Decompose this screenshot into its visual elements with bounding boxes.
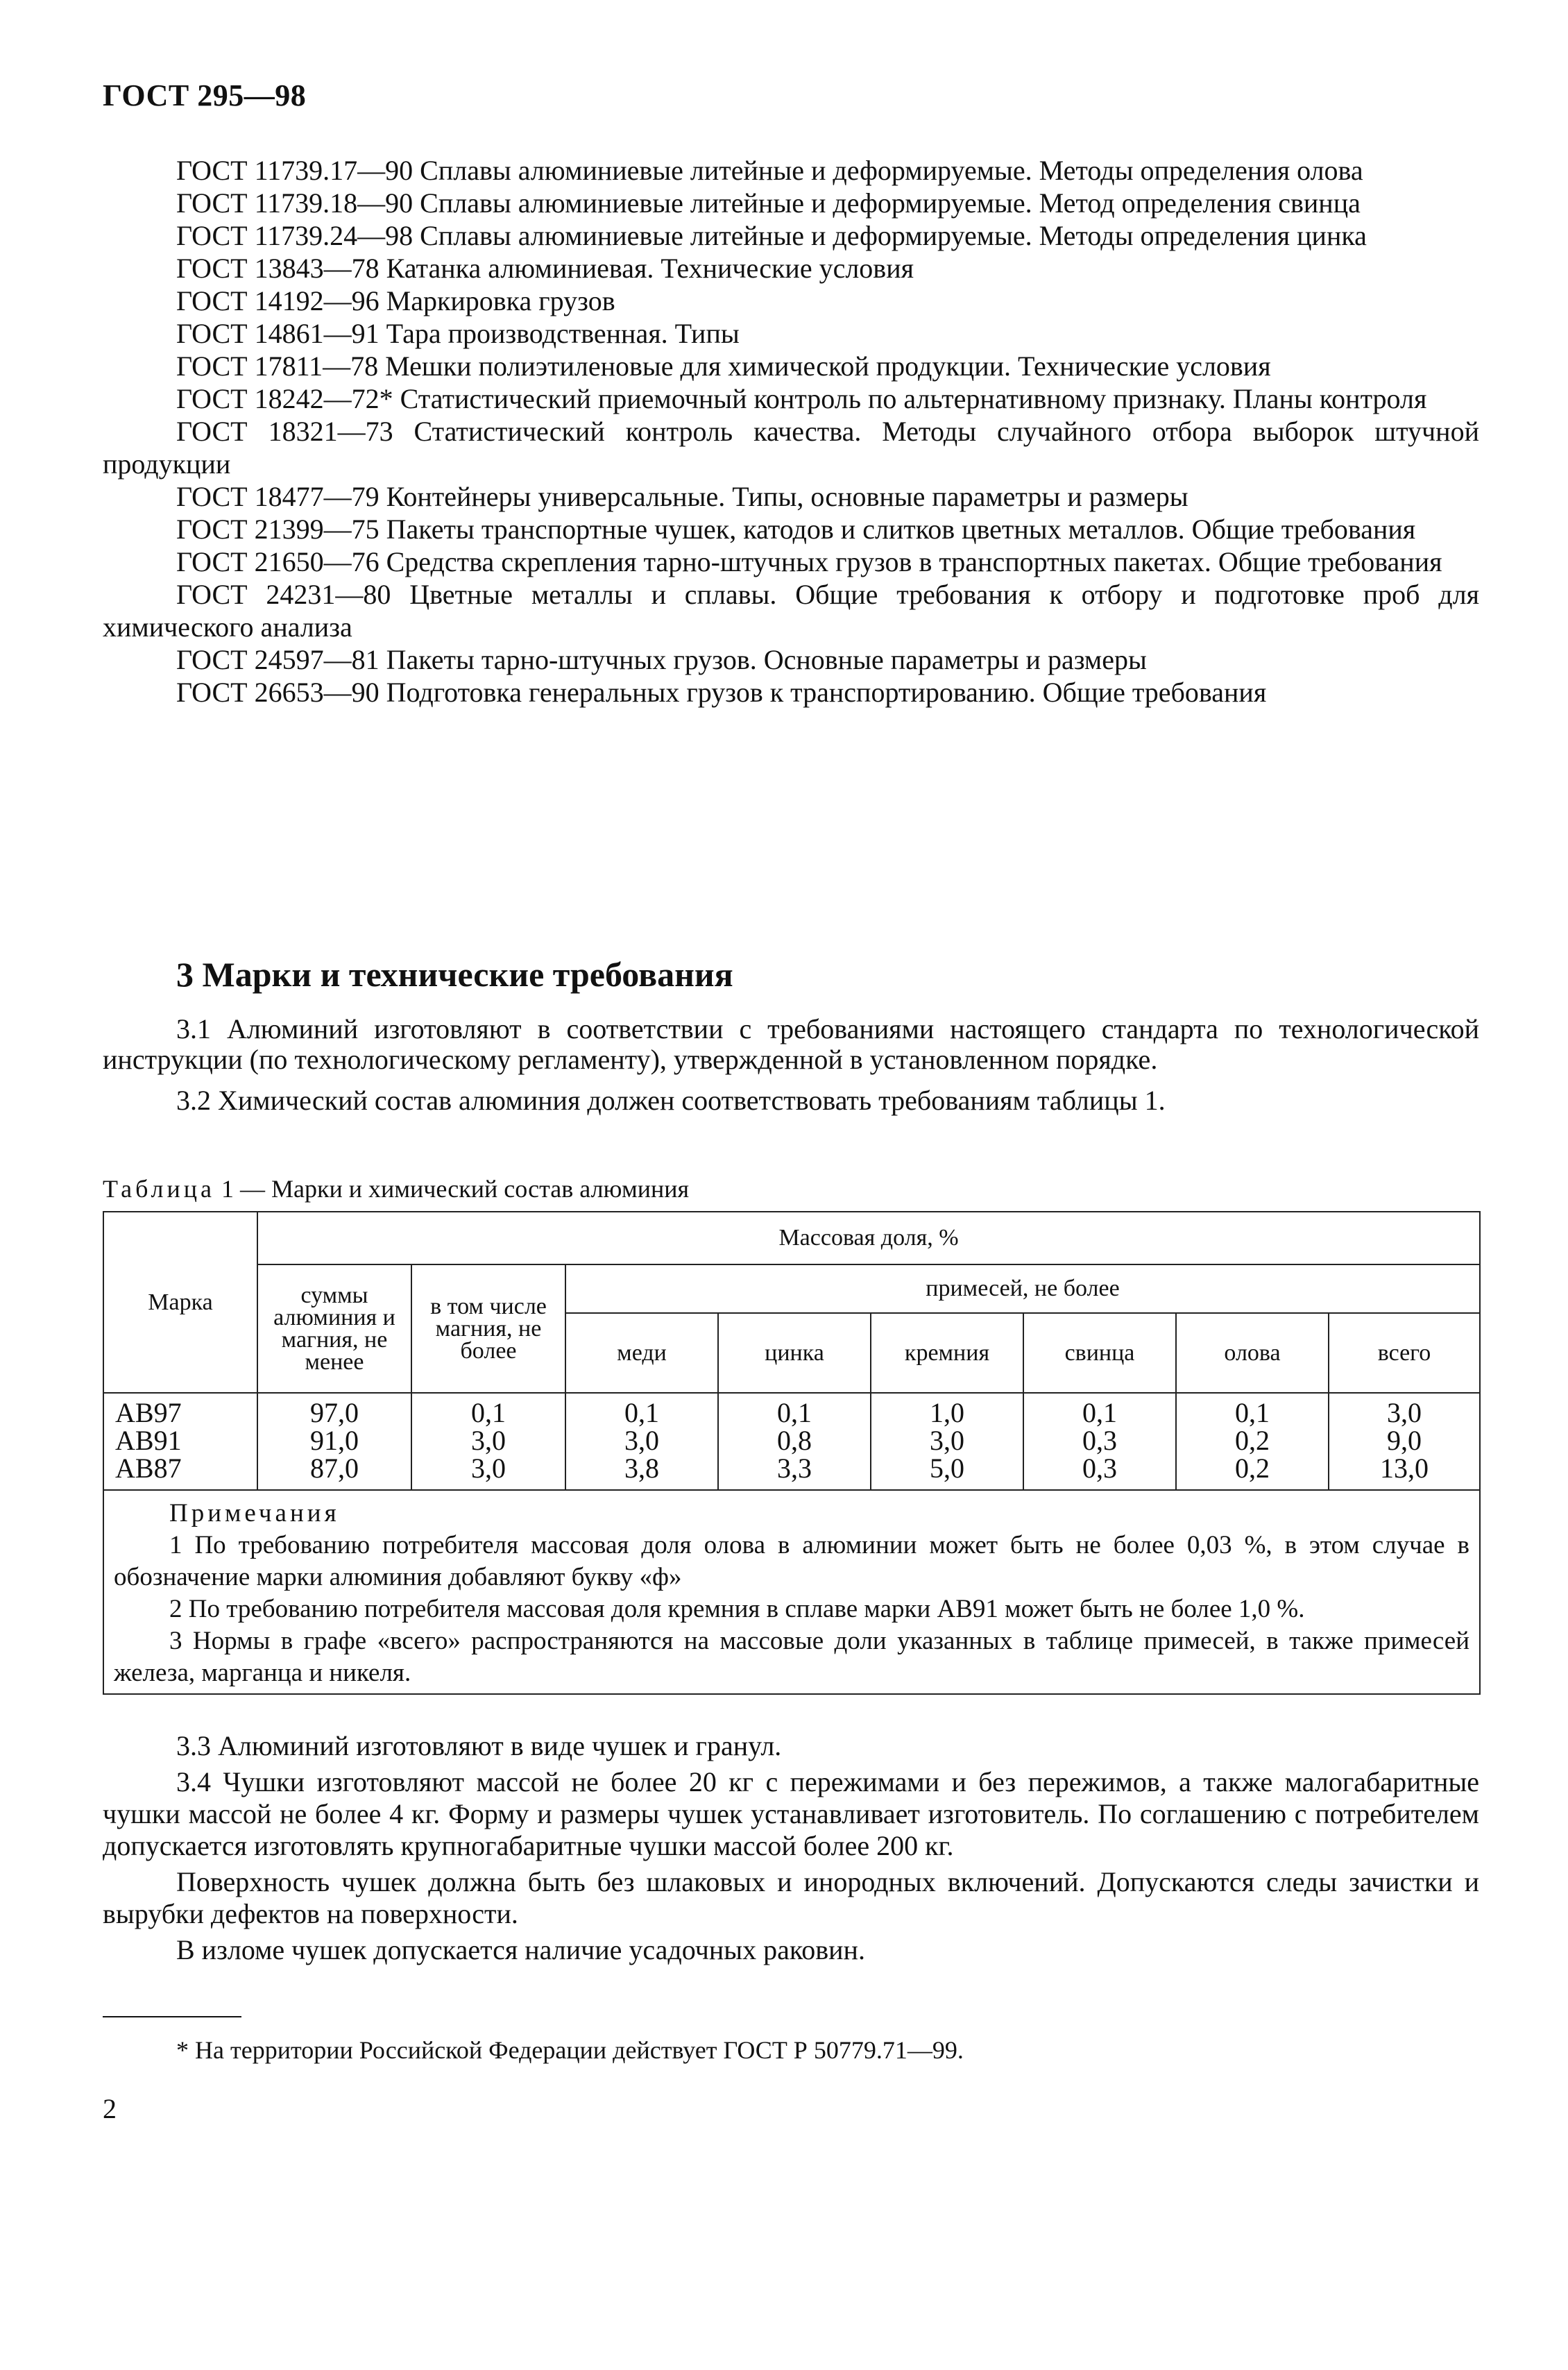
chemical-composition-table [103,1211,1481,1695]
note-3: 3 Нормы в графе «всего» распространяются на массовые доли указанных в таблице примесей, в также примесей железа, марганца и никеля. [114,1627,1469,1687]
reference-title: Статистический приемочный контроль по альтернативному признаку. Планы контроля [400,383,1427,414]
reference-item [103,676,1479,709]
reference-item [103,187,1479,219]
total-values: 3,0 9,0 13,0 [1380,1397,1429,1484]
reference-item [103,415,1479,480]
si-column [871,1393,1023,1490]
reference-code: ГОСТ 24597—81 [176,644,380,675]
header-mass-fraction: Массовая доля, % [257,1212,1480,1264]
note-2: 2 По требованию потребителя массовая доля кремния в сплаве марки АВ91 может быть не более 1,0 %. [169,1595,1305,1623]
reference-title: Сплавы алюминиевые литейные и деформируемые. Методы определения олова [420,155,1363,186]
reference-item [103,350,1479,382]
reference-code: ГОСТ 17811—78 [176,350,379,382]
header-incl-mg: в том числе магния, не более [411,1264,565,1393]
grade-column [103,1393,257,1490]
reference-code: ГОСТ 14192—96 [176,285,380,316]
reference-code: ГОСТ 11739.18—90 [176,187,414,219]
table-notes-row [103,1490,1480,1694]
header-sum-al-mg: суммы алюминия и магния, не менее [257,1264,411,1393]
table-data-row [103,1393,1480,1490]
reference-title: Маркировка грузов [386,285,615,316]
note-1: 1 По требованию потребителя массовая доля олова в алюминии может быть не более 0,03 %, в этом случае в обозначение марки алюминия добавляют букву «ф» [114,1531,1469,1591]
reference-item [103,513,1479,545]
reference-code: ГОСТ 26653—90 [176,677,380,708]
page-number: 2 [103,2093,117,2124]
section-paragraphs-continued [103,1730,1479,1970]
reference-item [103,219,1479,252]
cu-column [565,1393,718,1490]
paragraph-3-2: 3.2 Химический состав алюминия должен соответствовать требованиям таблицы 1. [176,1085,1166,1116]
grade-values: АВ97 АВ91 АВ87 [115,1397,182,1484]
reference-item [103,545,1479,578]
cu-values: 0,1 3,0 3,8 [624,1397,659,1484]
table-caption [103,1174,689,1203]
paragraph-3-1: 3.1 Алюминий изготовляют в соответствии с требованиями настоящего стандарта по технологической инструкции (по технологическому регламенту), утвержденной в установленном порядке. [103,1013,1479,1075]
paragraph-fracture: В изломе чушек допускается наличие усадочных раковин. [176,1934,865,1965]
reference-code: ГОСТ 11739.17—90 [176,155,414,186]
header-total: всего [1329,1313,1480,1393]
reference-title: Пакеты транспортные чушек, катодов и слитков цветных металлов. Общие требования [386,514,1416,545]
reference-item [103,154,1479,187]
header-impurities: примесей, не более [565,1264,1480,1313]
total-column [1329,1393,1480,1490]
reference-item [103,480,1479,513]
reference-title: Мешки полиэтиленовые для химической продукции. Технические условия [385,350,1271,382]
reference-title: Подготовка генеральных грузов к транспортированию. Общие требования [386,677,1267,708]
si-values: 1,0 3,0 5,0 [930,1397,964,1484]
table-caption-title: 1 — Марки и химический состав алюминия [214,1175,690,1203]
sn-column [1176,1393,1329,1490]
section-heading: 3 Марки и технические требования [176,955,733,994]
reference-title: Катанка алюминиевая. Технические условия [386,253,914,284]
sum-values: 97,0 91,0 87,0 [310,1397,359,1484]
reference-title: Сплавы алюминиевые литейные и деформируемые. Методы определения цинка [420,220,1367,251]
table-notes [103,1490,1480,1694]
reference-item [103,382,1479,415]
document-header: ГОСТ 295—98 [103,78,307,112]
reference-title: Пакеты тарно-штучных грузов. Основные параметры и размеры [386,644,1147,675]
header-copper: меди [565,1313,718,1393]
reference-item [103,285,1479,317]
reference-code: ГОСТ 18242—72* [176,383,393,414]
notes-title: Примечания [169,1499,340,1527]
pb-column [1023,1393,1176,1490]
reference-code: ГОСТ 11739.24—98 [176,220,414,251]
reference-code: ГОСТ 14861—91 [176,318,380,349]
reference-code: ГОСТ 24231—80 [176,579,391,610]
reference-item [103,252,1479,285]
reference-item [103,317,1479,350]
header-tin: олова [1176,1313,1329,1393]
reference-title: Цветные металлы и сплавы. Общие требования к отбору и подготовке проб для химического анализа [103,579,1480,643]
reference-title: Сплавы алюминиевые литейные и деформируемые. Метод определения свинца [420,187,1361,219]
reference-item [103,578,1479,643]
sn-values: 0,1 0,2 0,2 [1235,1397,1270,1484]
mg-values: 0,1 3,0 3,0 [471,1397,506,1484]
header-lead: свинца [1023,1313,1176,1393]
reference-code: ГОСТ 13843—78 [176,253,380,284]
reference-code: ГОСТ 21399—75 [176,514,380,545]
reference-code: ГОСТ 18477—79 [176,481,380,512]
footnote: * На территории Российской Федерации действует ГОСТ Р 50779.71—99. [176,2036,964,2064]
sum-column [257,1393,411,1490]
table-1 [103,1211,1479,1695]
zn-values: 0,1 0,8 3,3 [777,1397,812,1484]
zn-column [718,1393,871,1490]
table-caption-word: Таблица [103,1175,215,1203]
header-grade: Марка [103,1212,257,1393]
paragraph-surface: Поверхность чушек должна быть без шлаковых и инородных включений. Допускаются следы зачистки и вырубки дефектов на поверхности. [103,1866,1479,1929]
header-silicon: кремния [871,1313,1023,1393]
footnote-divider [103,2016,241,2017]
normative-references [103,154,1479,709]
reference-item [103,643,1479,676]
reference-title: Средства скрепления тарно-штучных грузов в транспортных пакетах. Общие требования [386,546,1442,577]
pb-values: 0,1 0,3 0,3 [1082,1397,1117,1484]
reference-code: ГОСТ 21650—76 [176,546,380,577]
reference-title: Контейнеры универсальные. Типы, основные параметры и размеры [386,481,1188,512]
reference-code: ГОСТ 18321—73 [176,416,393,447]
reference-title: Тара производственная. Типы [386,318,740,349]
reference-title: Статистический контроль качества. Методы случайного отбора выборок штучной продукции [103,416,1479,480]
mg-column [411,1393,565,1490]
paragraph-3-4: 3.4 Чушки изготовляют массой не более 20 кг с пережимами и без пережимов, а также малогабаритные чушки массой не более 4 кг. Форму и размеры чушек устанавливает изготовитель. По соглашению с потребителем допускается изготовлять крупногабаритные чушки массой более 200 кг. [103,1766,1479,1861]
header-zinc: цинка [718,1313,871,1393]
section-paragraphs [103,1014,1479,1126]
paragraph-3-3: 3.3 Алюминий изготовляют в виде чушек и гранул. [176,1730,782,1761]
